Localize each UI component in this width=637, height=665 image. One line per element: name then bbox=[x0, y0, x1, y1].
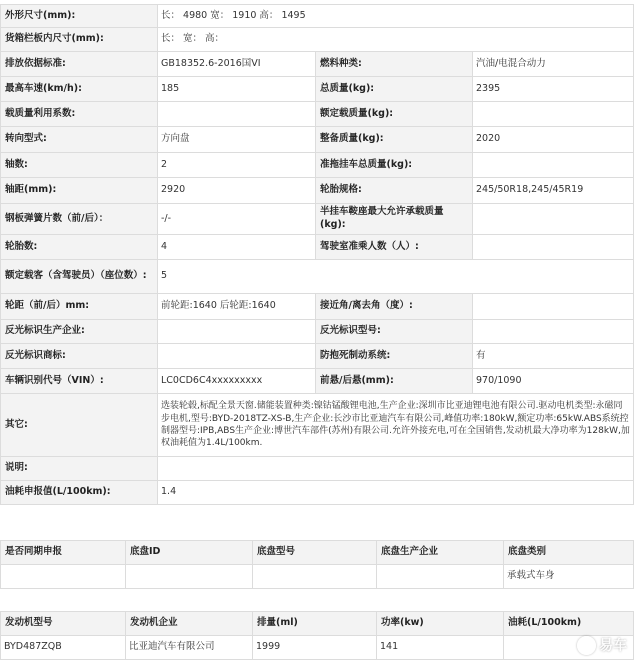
header-power: 功率(kw) bbox=[377, 612, 504, 636]
cell-engine-model: BYD487ZQB bbox=[1, 636, 126, 660]
header-engine-consumption: 油耗(L/100km) bbox=[504, 612, 634, 636]
label-tire-spec: 轮胎规格: bbox=[316, 178, 473, 204]
label-track-width: 轮距（前/后）mm: bbox=[1, 294, 158, 320]
label-top-speed: 最高车速(km/h): bbox=[1, 77, 158, 102]
table-row bbox=[1, 457, 634, 481]
table-row bbox=[1, 153, 634, 178]
label-cargo-box-size: 货箱栏板内尺寸(mm): bbox=[1, 28, 158, 52]
label-vin: 车辆识别代号（VIN）: bbox=[1, 369, 158, 394]
label-curb-mass: 整备质量(kg): bbox=[316, 127, 473, 153]
label-rated-seats: 额定载客（含驾驶员）（座位数）: bbox=[1, 260, 158, 294]
label-cab-capacity: 驾驶室准乘人数（人）: bbox=[316, 235, 473, 260]
table-row bbox=[1, 178, 634, 204]
value-fuel-consumption: 1.4 bbox=[158, 481, 634, 505]
value-tire-spec: 245/50R18,245/45R19 bbox=[473, 178, 634, 204]
label-dimensions: 外形尺寸(mm): bbox=[1, 5, 158, 28]
table-row bbox=[1, 52, 634, 77]
engine-table bbox=[0, 611, 634, 660]
table-row bbox=[1, 235, 634, 260]
label-axle-count: 轴数: bbox=[1, 153, 158, 178]
label-reflector-model: 反光标识型号: bbox=[316, 320, 473, 344]
cell-chassis-type: 承载式车身 bbox=[504, 565, 634, 589]
table-row bbox=[1, 260, 634, 294]
value-rated-seats: 5 bbox=[158, 260, 634, 294]
header-chassis-maker: 底盘生产企业 bbox=[377, 541, 504, 565]
table-header-row bbox=[1, 541, 634, 565]
label-gross-mass: 总质量(kg): bbox=[316, 77, 473, 102]
header-chassis-id: 底盘ID bbox=[126, 541, 253, 565]
value-wheelbase: 2920 bbox=[158, 178, 316, 204]
header-engine-model: 发动机型号 bbox=[1, 612, 126, 636]
value-saddle-load bbox=[473, 204, 634, 235]
table-row bbox=[1, 28, 634, 52]
label-overhang: 前悬/后悬(mm): bbox=[316, 369, 473, 394]
table-row bbox=[1, 102, 634, 127]
value-trailer-mass bbox=[473, 153, 634, 178]
cell-chassis-maker bbox=[377, 565, 504, 589]
label-fuel-type: 燃料种类: bbox=[316, 52, 473, 77]
chassis-table bbox=[0, 540, 634, 589]
value-gross-mass: 2395 bbox=[473, 77, 634, 102]
label-wheelbase: 轴距(mm): bbox=[1, 178, 158, 204]
spec-table bbox=[0, 4, 634, 505]
value-cargo-box-size: 长： 宽： 高： bbox=[158, 28, 634, 52]
table-row bbox=[1, 369, 634, 394]
label-reflector-maker: 反光标识生产企业: bbox=[1, 320, 158, 344]
value-load-utilization bbox=[158, 102, 316, 127]
value-top-speed: 185 bbox=[158, 77, 316, 102]
label-saddle-load: 半挂车鞍座最大允许承载质量(kg): bbox=[316, 204, 473, 235]
value-abs: 有 bbox=[473, 344, 634, 369]
watermark-text: 易车 bbox=[599, 638, 627, 654]
table-row bbox=[1, 344, 634, 369]
value-leaf-springs: -/- bbox=[158, 204, 316, 235]
header-displacement: 排量(ml) bbox=[253, 612, 377, 636]
cell-engine-maker: 比亚迪汽车有限公司 bbox=[126, 636, 253, 660]
value-tire-count: 4 bbox=[158, 235, 316, 260]
value-notes bbox=[158, 457, 634, 481]
value-vin: LC0CD6C4xxxxxxxxx bbox=[158, 369, 316, 394]
cell-concurrent-filing bbox=[1, 565, 126, 589]
table-header-row bbox=[1, 612, 634, 636]
cell-chassis-model bbox=[253, 565, 377, 589]
cell-power: 141 bbox=[377, 636, 504, 660]
table-row bbox=[1, 565, 634, 589]
table-row bbox=[1, 394, 634, 457]
label-reflector-brand: 反光标识商标: bbox=[1, 344, 158, 369]
value-rated-load bbox=[473, 102, 634, 127]
value-track-width: 前轮距:1640 后轮距:1640 bbox=[158, 294, 316, 320]
label-leaf-springs: 钢板弹簧片数（前/后）： bbox=[1, 204, 158, 235]
table-row bbox=[1, 127, 634, 153]
table-row bbox=[1, 5, 634, 28]
header-chassis-type: 底盘类别 bbox=[504, 541, 634, 565]
table-row bbox=[1, 636, 634, 660]
value-curb-mass: 2020 bbox=[473, 127, 634, 153]
value-other: 选装轮毂,标配全景天窗.储能装置种类:镍钴锰酸锂电池,生产企业:深圳市比亚迪锂电池有限公司.驱动电机类型:永磁同步电机,型号:BYD-2018TZ-XS-B,生产企业:长沙市比亚迪汽车有限公司,峰值功率:180kW,额定功率:65kW.ABS系统控制器型号:IPB,ABS生产企业:博世汽车部件(苏州)有限公司.允许外接充电,可在全国销售,发动机最大净功率为128kW,加权油耗值为1.4L/100km. bbox=[158, 394, 634, 457]
label-trailer-mass: 准拖挂车总质量(kg): bbox=[316, 153, 473, 178]
value-reflector-maker bbox=[158, 320, 316, 344]
label-other: 其它: bbox=[1, 394, 158, 457]
header-chassis-model: 底盘型号 bbox=[253, 541, 377, 565]
table-row bbox=[1, 204, 634, 235]
logo-icon bbox=[577, 636, 596, 655]
value-dimensions: 长： 4980 宽： 1910 高： 1495 bbox=[158, 5, 634, 28]
value-reflector-model bbox=[473, 320, 634, 344]
label-abs: 防抱死制动系统: bbox=[316, 344, 473, 369]
header-engine-maker: 发动机企业 bbox=[126, 612, 253, 636]
label-steering-type: 转向型式: bbox=[1, 127, 158, 153]
value-fuel-type: 汽油/电混合动力 bbox=[473, 52, 634, 77]
cell-displacement: 1999 bbox=[253, 636, 377, 660]
label-emission-standard: 排放依据标准: bbox=[1, 52, 158, 77]
value-cab-capacity bbox=[473, 235, 634, 260]
table-row bbox=[1, 294, 634, 320]
table-row bbox=[1, 481, 634, 505]
value-reflector-brand bbox=[158, 344, 316, 369]
cell-chassis-id bbox=[126, 565, 253, 589]
value-axle-count: 2 bbox=[158, 153, 316, 178]
header-concurrent-filing: 是否同期申报 bbox=[1, 541, 126, 565]
watermark-logo bbox=[577, 635, 627, 655]
table-row bbox=[1, 320, 634, 344]
label-rated-load: 额定载质量(kg): bbox=[316, 102, 473, 127]
value-emission-standard: GB18352.6-2016国VI bbox=[158, 52, 316, 77]
table-row bbox=[1, 77, 634, 102]
value-steering-type: 方向盘 bbox=[158, 127, 316, 153]
value-approach-departure-angle bbox=[473, 294, 634, 320]
label-approach-departure-angle: 接近角/离去角（度）: bbox=[316, 294, 473, 320]
label-notes: 说明: bbox=[1, 457, 158, 481]
label-fuel-consumption: 油耗申报值(L/100km): bbox=[1, 481, 158, 505]
label-load-utilization: 载质量利用系数: bbox=[1, 102, 158, 127]
value-overhang: 970/1090 bbox=[473, 369, 634, 394]
label-tire-count: 轮胎数: bbox=[1, 235, 158, 260]
